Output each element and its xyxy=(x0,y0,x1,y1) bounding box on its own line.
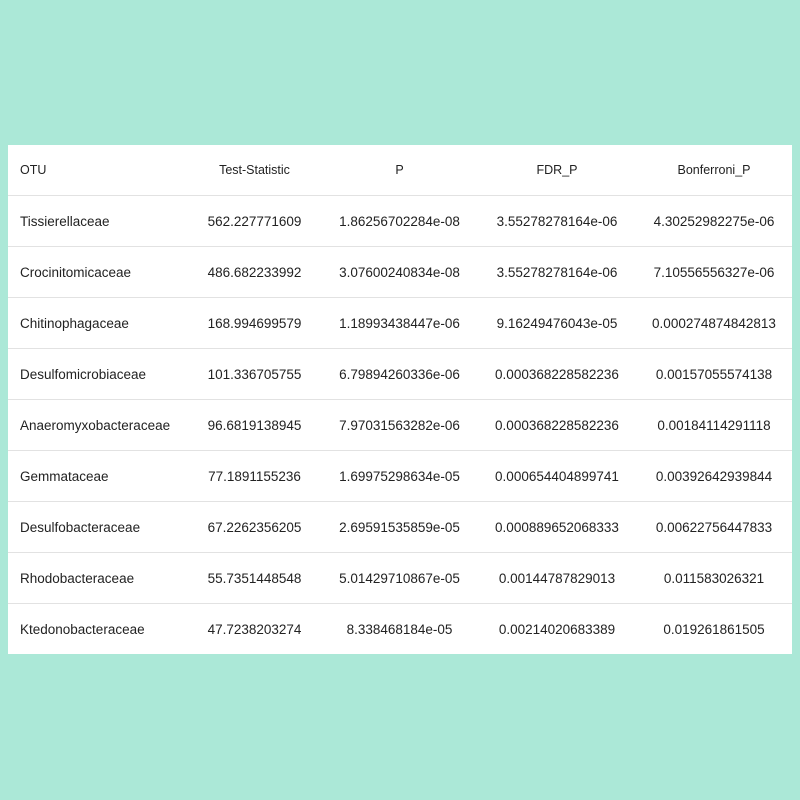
table-row xyxy=(8,298,792,349)
cell-test-statistic: 562.227771609 xyxy=(188,196,321,247)
cell-fdr-p: 0.000654404899741 xyxy=(478,451,636,502)
results-table-card xyxy=(8,145,792,654)
column-header-bonferroni-p: Bonferroni_P xyxy=(636,145,792,196)
cell-otu: Gemmataceae xyxy=(8,451,188,502)
column-header-otu: OTU xyxy=(8,145,188,196)
cell-otu: Desulfomicrobiaceae xyxy=(8,349,188,400)
cell-fdr-p: 0.00144787829013 xyxy=(478,553,636,604)
table-row xyxy=(8,451,792,502)
cell-p: 1.18993438447e-06 xyxy=(321,298,478,349)
cell-otu: Chitinophagaceae xyxy=(8,298,188,349)
cell-bonferroni-p: 0.00157055574138 xyxy=(636,349,792,400)
table-row xyxy=(8,349,792,400)
cell-fdr-p: 0.00214020683389 xyxy=(498,621,616,637)
cell-p: 7.97031563282e-06 xyxy=(321,400,478,451)
cell-otu: Rhodobacteraceae xyxy=(8,553,188,604)
cell-test-statistic: 101.336705755 xyxy=(188,349,321,400)
table-row xyxy=(8,400,792,451)
cell-bonferroni-p: 4.30252982275e-06 xyxy=(636,196,792,247)
cell-bonferroni-p: 0.00184114291118 xyxy=(636,400,792,451)
cell-test-statistic: 47.7238203274 xyxy=(207,621,302,637)
cell-fdr-p: 0.000889652068333 xyxy=(478,502,636,553)
cell-p: 1.86256702284e-08 xyxy=(321,196,478,247)
cell-bonferroni-p: 0.00392642939844 xyxy=(636,451,792,502)
column-header-fdr-p: FDR_P xyxy=(478,145,636,196)
cell-fdr-p: 3.55278278164e-06 xyxy=(478,196,636,247)
cell-bonferroni-p: 0.000274874842813 xyxy=(636,298,792,349)
otu-results-table xyxy=(8,145,792,654)
cell-test-statistic: 486.682233992 xyxy=(188,247,321,298)
cell-p: 5.01429710867e-05 xyxy=(321,553,478,604)
cell-p: 2.69591535859e-05 xyxy=(321,502,478,553)
table-row xyxy=(8,502,792,553)
table-row xyxy=(8,604,792,655)
cell-otu: Anaeromyxobacteraceae xyxy=(8,400,188,451)
cell-test-statistic: 96.6819138945 xyxy=(188,400,321,451)
column-header-p: P xyxy=(321,145,478,196)
cell-otu: Crocinitomicaceae xyxy=(8,247,188,298)
column-header-test-statistic: Test-Statistic xyxy=(188,145,321,196)
cell-otu: Desulfobacteraceae xyxy=(8,502,188,553)
table-row xyxy=(8,196,792,247)
cell-test-statistic: 55.7351448548 xyxy=(188,553,321,604)
table-row xyxy=(8,247,792,298)
table-header-row xyxy=(8,145,792,196)
cell-p: 6.79894260336e-06 xyxy=(321,349,478,400)
cell-bonferroni-p: 0.019261861505 xyxy=(663,621,765,637)
cell-fdr-p: 0.000368228582236 xyxy=(478,349,636,400)
table-row xyxy=(8,553,792,604)
cell-p: 3.07600240834e-08 xyxy=(321,247,478,298)
cell-otu: Ktedonobacteraceae xyxy=(20,621,145,637)
cell-p: 8.338468184e-05 xyxy=(346,621,453,637)
cell-bonferroni-p: 0.011583026321 xyxy=(636,553,792,604)
cell-fdr-p: 9.16249476043e-05 xyxy=(478,298,636,349)
cell-fdr-p: 3.55278278164e-06 xyxy=(478,247,636,298)
cell-bonferroni-p: 7.10556556327e-06 xyxy=(636,247,792,298)
cell-p: 1.69975298634e-05 xyxy=(321,451,478,502)
cell-otu: Tissierellaceae xyxy=(8,196,188,247)
cell-bonferroni-p: 0.00622756447833 xyxy=(636,502,792,553)
cell-test-statistic: 168.994699579 xyxy=(188,298,321,349)
cell-test-statistic: 77.1891155236 xyxy=(188,451,321,502)
cell-test-statistic: 67.2262356205 xyxy=(188,502,321,553)
cell-fdr-p: 0.000368228582236 xyxy=(478,400,636,451)
